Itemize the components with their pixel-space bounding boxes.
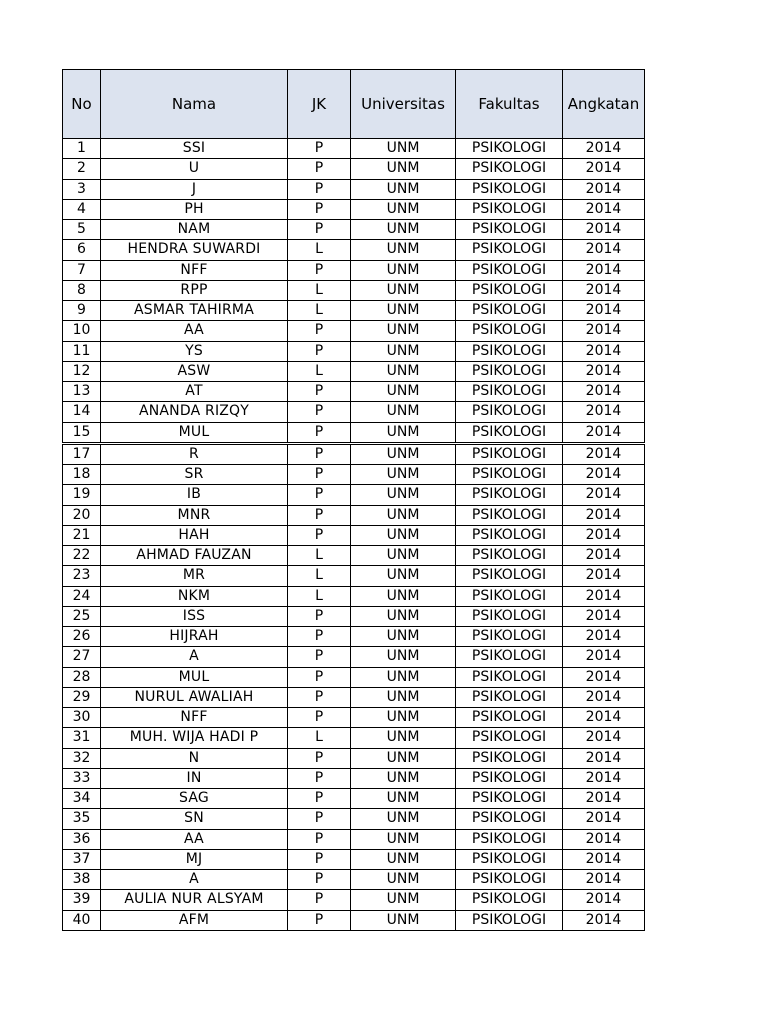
- cell-nama: ANANDA RIZQY: [101, 402, 288, 422]
- cell-nama: YS: [101, 341, 288, 361]
- cell-nama: AHMAD FAUZAN: [101, 546, 288, 566]
- table-row: [63, 505, 645, 525]
- cell-fakultas: PSIKOLOGI: [456, 341, 563, 361]
- cell-nama: MUL: [101, 422, 288, 443]
- cell-jk: P: [288, 627, 351, 647]
- cell-universitas: UNM: [351, 402, 456, 422]
- cell-no: 1: [63, 139, 101, 159]
- cell-jk: P: [288, 402, 351, 422]
- cell-jk: L: [288, 566, 351, 586]
- table-row: [63, 139, 645, 159]
- cell-fakultas: PSIKOLOGI: [456, 829, 563, 849]
- cell-no: 9: [63, 301, 101, 321]
- cell-nama: NURUL AWALIAH: [101, 687, 288, 707]
- cell-no: 13: [63, 382, 101, 402]
- cell-nama: HIJRAH: [101, 627, 288, 647]
- cell-angkatan: 2014: [563, 789, 645, 809]
- cell-angkatan: 2014: [563, 647, 645, 667]
- table-header: [63, 70, 645, 139]
- cell-nama: SAG: [101, 789, 288, 809]
- cell-fakultas: PSIKOLOGI: [456, 789, 563, 809]
- cell-no: 38: [63, 870, 101, 890]
- cell-no: 31: [63, 728, 101, 748]
- table-row: [63, 708, 645, 728]
- header-universitas: Universitas: [351, 70, 456, 139]
- cell-no: 35: [63, 809, 101, 829]
- cell-no: 25: [63, 606, 101, 626]
- cell-no: 10: [63, 321, 101, 341]
- cell-no: 23: [63, 566, 101, 586]
- cell-nama: MJ: [101, 849, 288, 869]
- cell-universitas: UNM: [351, 627, 456, 647]
- header-jk: JK: [288, 70, 351, 139]
- table-row: [63, 829, 645, 849]
- table-row: [63, 361, 645, 381]
- cell-fakultas: PSIKOLOGI: [456, 443, 563, 464]
- cell-fakultas: PSIKOLOGI: [456, 566, 563, 586]
- cell-nama: ASW: [101, 361, 288, 381]
- cell-angkatan: 2014: [563, 485, 645, 505]
- cell-no: 12: [63, 361, 101, 381]
- cell-jk: P: [288, 525, 351, 545]
- cell-no: 28: [63, 667, 101, 687]
- cell-angkatan: 2014: [563, 465, 645, 485]
- cell-universitas: UNM: [351, 422, 456, 443]
- cell-fakultas: PSIKOLOGI: [456, 728, 563, 748]
- cell-angkatan: 2014: [563, 566, 645, 586]
- cell-nama: NFF: [101, 260, 288, 280]
- cell-jk: P: [288, 341, 351, 361]
- cell-nama: RPP: [101, 280, 288, 300]
- header-nama: Nama: [101, 70, 288, 139]
- cell-universitas: UNM: [351, 220, 456, 240]
- cell-jk: P: [288, 159, 351, 179]
- cell-universitas: UNM: [351, 199, 456, 219]
- cell-angkatan: 2014: [563, 382, 645, 402]
- cell-no: 26: [63, 627, 101, 647]
- cell-jk: P: [288, 849, 351, 869]
- cell-jk: P: [288, 829, 351, 849]
- cell-jk: L: [288, 728, 351, 748]
- cell-angkatan: 2014: [563, 443, 645, 464]
- cell-jk: P: [288, 422, 351, 443]
- cell-nama: R: [101, 443, 288, 464]
- cell-universitas: UNM: [351, 179, 456, 199]
- cell-angkatan: 2014: [563, 301, 645, 321]
- table-row: [63, 566, 645, 586]
- cell-universitas: UNM: [351, 361, 456, 381]
- cell-no: 24: [63, 586, 101, 606]
- cell-fakultas: PSIKOLOGI: [456, 647, 563, 667]
- table-row: [63, 443, 645, 464]
- cell-nama: PH: [101, 199, 288, 219]
- header-angkatan: Angkatan: [563, 70, 645, 139]
- cell-jk: P: [288, 789, 351, 809]
- cell-jk: P: [288, 199, 351, 219]
- cell-angkatan: 2014: [563, 687, 645, 707]
- cell-nama: MUH. WIJA HADI P: [101, 728, 288, 748]
- cell-nama: SR: [101, 465, 288, 485]
- cell-universitas: UNM: [351, 748, 456, 768]
- cell-jk: P: [288, 870, 351, 890]
- cell-universitas: UNM: [351, 910, 456, 930]
- cell-jk: P: [288, 890, 351, 910]
- cell-jk: P: [288, 321, 351, 341]
- cell-fakultas: PSIKOLOGI: [456, 280, 563, 300]
- cell-jk: L: [288, 280, 351, 300]
- table-row: [63, 485, 645, 505]
- table-row: [63, 159, 645, 179]
- cell-angkatan: 2014: [563, 870, 645, 890]
- cell-no: 21: [63, 525, 101, 545]
- cell-jk: P: [288, 647, 351, 667]
- table-row: [63, 910, 645, 930]
- cell-universitas: UNM: [351, 687, 456, 707]
- cell-jk: P: [288, 139, 351, 159]
- cell-universitas: UNM: [351, 465, 456, 485]
- cell-angkatan: 2014: [563, 910, 645, 930]
- cell-angkatan: 2014: [563, 525, 645, 545]
- cell-jk: P: [288, 220, 351, 240]
- cell-nama: IN: [101, 768, 288, 788]
- cell-fakultas: PSIKOLOGI: [456, 525, 563, 545]
- cell-jk: P: [288, 809, 351, 829]
- header-no: No: [63, 70, 101, 139]
- cell-no: 8: [63, 280, 101, 300]
- cell-no: 19: [63, 485, 101, 505]
- table-row: [63, 341, 645, 361]
- cell-universitas: UNM: [351, 890, 456, 910]
- cell-jk: L: [288, 301, 351, 321]
- table-row: [63, 586, 645, 606]
- table-row: [63, 606, 645, 626]
- cell-universitas: UNM: [351, 849, 456, 869]
- cell-angkatan: 2014: [563, 748, 645, 768]
- cell-no: 14: [63, 402, 101, 422]
- cell-jk: L: [288, 546, 351, 566]
- cell-no: 33: [63, 768, 101, 788]
- cell-universitas: UNM: [351, 546, 456, 566]
- table-row: [63, 849, 645, 869]
- cell-fakultas: PSIKOLOGI: [456, 606, 563, 626]
- cell-universitas: UNM: [351, 139, 456, 159]
- cell-angkatan: 2014: [563, 829, 645, 849]
- cell-universitas: UNM: [351, 768, 456, 788]
- cell-fakultas: PSIKOLOGI: [456, 768, 563, 788]
- cell-no: 30: [63, 708, 101, 728]
- cell-fakultas: PSIKOLOGI: [456, 465, 563, 485]
- cell-nama: MR: [101, 566, 288, 586]
- cell-jk: L: [288, 240, 351, 260]
- cell-nama: HAH: [101, 525, 288, 545]
- cell-nama: ASMAR TAHIRMA: [101, 301, 288, 321]
- cell-jk: P: [288, 606, 351, 626]
- cell-jk: P: [288, 382, 351, 402]
- cell-fakultas: PSIKOLOGI: [456, 139, 563, 159]
- cell-fakultas: PSIKOLOGI: [456, 240, 563, 260]
- cell-nama: AFM: [101, 910, 288, 930]
- cell-jk: P: [288, 748, 351, 768]
- cell-universitas: UNM: [351, 301, 456, 321]
- cell-no: 40: [63, 910, 101, 930]
- cell-angkatan: 2014: [563, 546, 645, 566]
- cell-no: 22: [63, 546, 101, 566]
- cell-universitas: UNM: [351, 829, 456, 849]
- table-row: [63, 260, 645, 280]
- cell-no: 29: [63, 687, 101, 707]
- cell-fakultas: PSIKOLOGI: [456, 402, 563, 422]
- cell-fakultas: PSIKOLOGI: [456, 708, 563, 728]
- table-row: [63, 220, 645, 240]
- table-row: [63, 789, 645, 809]
- table-row: [63, 179, 645, 199]
- cell-fakultas: PSIKOLOGI: [456, 485, 563, 505]
- cell-universitas: UNM: [351, 708, 456, 728]
- cell-nama: ISS: [101, 606, 288, 626]
- cell-no: 3: [63, 179, 101, 199]
- table-row: [63, 465, 645, 485]
- cell-nama: SSI: [101, 139, 288, 159]
- table-row: [63, 546, 645, 566]
- cell-angkatan: 2014: [563, 422, 645, 443]
- cell-universitas: UNM: [351, 606, 456, 626]
- cell-nama: N: [101, 748, 288, 768]
- cell-jk: P: [288, 179, 351, 199]
- cell-nama: U: [101, 159, 288, 179]
- table-row: [63, 768, 645, 788]
- cell-jk: P: [288, 465, 351, 485]
- cell-angkatan: 2014: [563, 139, 645, 159]
- cell-universitas: UNM: [351, 443, 456, 464]
- cell-angkatan: 2014: [563, 606, 645, 626]
- cell-angkatan: 2014: [563, 260, 645, 280]
- cell-angkatan: 2014: [563, 768, 645, 788]
- cell-no: 5: [63, 220, 101, 240]
- table-row: [63, 422, 645, 443]
- cell-jk: P: [288, 505, 351, 525]
- cell-angkatan: 2014: [563, 627, 645, 647]
- table-row: [63, 382, 645, 402]
- header-row: [63, 70, 645, 139]
- table-row: [63, 402, 645, 422]
- cell-universitas: UNM: [351, 280, 456, 300]
- cell-no: 39: [63, 890, 101, 910]
- cell-nama: MUL: [101, 667, 288, 687]
- cell-jk: P: [288, 485, 351, 505]
- cell-fakultas: PSIKOLOGI: [456, 199, 563, 219]
- table-row: [63, 321, 645, 341]
- cell-universitas: UNM: [351, 566, 456, 586]
- cell-nama: NKM: [101, 586, 288, 606]
- cell-angkatan: 2014: [563, 179, 645, 199]
- cell-fakultas: PSIKOLOGI: [456, 382, 563, 402]
- cell-universitas: UNM: [351, 505, 456, 525]
- cell-fakultas: PSIKOLOGI: [456, 505, 563, 525]
- table-row: [63, 627, 645, 647]
- cell-nama: AULIA NUR ALSYAM: [101, 890, 288, 910]
- cell-nama: A: [101, 870, 288, 890]
- cell-universitas: UNM: [351, 789, 456, 809]
- cell-universitas: UNM: [351, 728, 456, 748]
- cell-universitas: UNM: [351, 809, 456, 829]
- cell-jk: P: [288, 260, 351, 280]
- cell-no: 4: [63, 199, 101, 219]
- cell-angkatan: 2014: [563, 280, 645, 300]
- cell-jk: P: [288, 910, 351, 930]
- cell-universitas: UNM: [351, 870, 456, 890]
- cell-fakultas: PSIKOLOGI: [456, 748, 563, 768]
- cell-universitas: UNM: [351, 647, 456, 667]
- cell-no: 7: [63, 260, 101, 280]
- cell-fakultas: PSIKOLOGI: [456, 667, 563, 687]
- cell-universitas: UNM: [351, 159, 456, 179]
- cell-angkatan: 2014: [563, 361, 645, 381]
- cell-no: 37: [63, 849, 101, 869]
- cell-fakultas: PSIKOLOGI: [456, 260, 563, 280]
- cell-no: 34: [63, 789, 101, 809]
- cell-fakultas: PSIKOLOGI: [456, 321, 563, 341]
- cell-fakultas: PSIKOLOGI: [456, 687, 563, 707]
- cell-jk: P: [288, 768, 351, 788]
- cell-no: 6: [63, 240, 101, 260]
- table-row: [63, 870, 645, 890]
- cell-angkatan: 2014: [563, 240, 645, 260]
- table-row: [63, 748, 645, 768]
- cell-fakultas: PSIKOLOGI: [456, 586, 563, 606]
- cell-angkatan: 2014: [563, 220, 645, 240]
- cell-nama: J: [101, 179, 288, 199]
- header-fakultas: Fakultas: [456, 70, 563, 139]
- cell-no: 36: [63, 829, 101, 849]
- cell-universitas: UNM: [351, 667, 456, 687]
- cell-universitas: UNM: [351, 321, 456, 341]
- cell-angkatan: 2014: [563, 809, 645, 829]
- cell-angkatan: 2014: [563, 341, 645, 361]
- cell-angkatan: 2014: [563, 849, 645, 869]
- cell-nama: NAM: [101, 220, 288, 240]
- cell-no: 20: [63, 505, 101, 525]
- cell-angkatan: 2014: [563, 159, 645, 179]
- cell-nama: AA: [101, 321, 288, 341]
- cell-jk: P: [288, 667, 351, 687]
- student-table: [62, 69, 645, 931]
- table-row: [63, 728, 645, 748]
- table-row: [63, 301, 645, 321]
- table-row: [63, 199, 645, 219]
- cell-nama: A: [101, 647, 288, 667]
- cell-universitas: UNM: [351, 525, 456, 545]
- cell-universitas: UNM: [351, 586, 456, 606]
- cell-angkatan: 2014: [563, 199, 645, 219]
- cell-universitas: UNM: [351, 260, 456, 280]
- cell-universitas: UNM: [351, 341, 456, 361]
- cell-angkatan: 2014: [563, 321, 645, 341]
- cell-no: 11: [63, 341, 101, 361]
- cell-angkatan: 2014: [563, 728, 645, 748]
- table-row: [63, 525, 645, 545]
- cell-no: 27: [63, 647, 101, 667]
- cell-fakultas: PSIKOLOGI: [456, 890, 563, 910]
- table-body: [63, 139, 645, 931]
- cell-nama: AA: [101, 829, 288, 849]
- cell-angkatan: 2014: [563, 667, 645, 687]
- cell-fakultas: PSIKOLOGI: [456, 301, 563, 321]
- cell-angkatan: 2014: [563, 402, 645, 422]
- cell-no: 32: [63, 748, 101, 768]
- table-row: [63, 667, 645, 687]
- cell-nama: HENDRA SUWARDI: [101, 240, 288, 260]
- cell-fakultas: PSIKOLOGI: [456, 849, 563, 869]
- cell-fakultas: PSIKOLOGI: [456, 159, 563, 179]
- cell-jk: L: [288, 361, 351, 381]
- cell-fakultas: PSIKOLOGI: [456, 910, 563, 930]
- cell-no: 15: [63, 422, 101, 443]
- cell-fakultas: PSIKOLOGI: [456, 220, 563, 240]
- cell-fakultas: PSIKOLOGI: [456, 422, 563, 443]
- data-sheet: [62, 69, 644, 931]
- cell-nama: IB: [101, 485, 288, 505]
- cell-no: 18: [63, 465, 101, 485]
- cell-nama: MNR: [101, 505, 288, 525]
- cell-universitas: UNM: [351, 382, 456, 402]
- table-row: [63, 647, 645, 667]
- cell-angkatan: 2014: [563, 586, 645, 606]
- cell-jk: P: [288, 687, 351, 707]
- table-row: [63, 809, 645, 829]
- cell-no: 2: [63, 159, 101, 179]
- cell-fakultas: PSIKOLOGI: [456, 179, 563, 199]
- cell-angkatan: 2014: [563, 890, 645, 910]
- cell-universitas: UNM: [351, 485, 456, 505]
- cell-fakultas: PSIKOLOGI: [456, 870, 563, 890]
- table-row: [63, 687, 645, 707]
- cell-nama: SN: [101, 809, 288, 829]
- cell-nama: NFF: [101, 708, 288, 728]
- cell-fakultas: PSIKOLOGI: [456, 546, 563, 566]
- cell-no: 17: [63, 443, 101, 464]
- cell-fakultas: PSIKOLOGI: [456, 809, 563, 829]
- cell-jk: P: [288, 443, 351, 464]
- cell-angkatan: 2014: [563, 708, 645, 728]
- cell-jk: P: [288, 708, 351, 728]
- table-row: [63, 280, 645, 300]
- cell-jk: L: [288, 586, 351, 606]
- cell-angkatan: 2014: [563, 505, 645, 525]
- cell-universitas: UNM: [351, 240, 456, 260]
- table-row: [63, 890, 645, 910]
- cell-fakultas: PSIKOLOGI: [456, 627, 563, 647]
- table-row: [63, 240, 645, 260]
- cell-fakultas: PSIKOLOGI: [456, 361, 563, 381]
- cell-nama: AT: [101, 382, 288, 402]
